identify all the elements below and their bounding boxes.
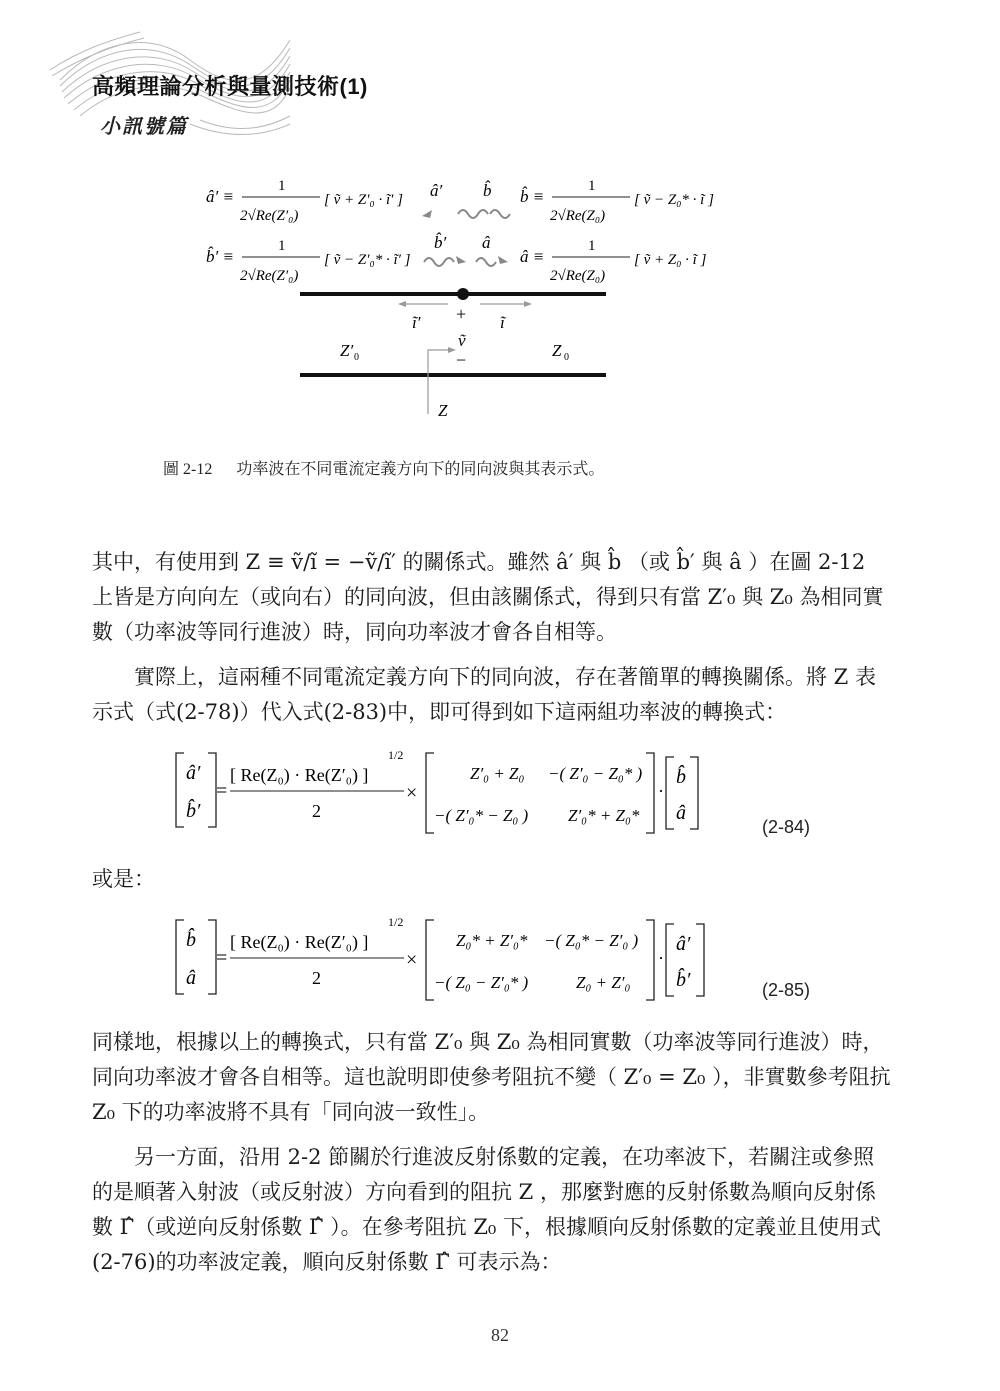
eq85-rhs-bottom: b̂′ (676, 969, 691, 991)
eq84-exponent: 1/2 (388, 748, 404, 762)
figure-caption-text: 功率波在不同電流定義方向下的同向波與其表示式。 (236, 461, 605, 478)
wave-left-b (490, 210, 510, 218)
paragraph-2: 實際上，這兩種不同電流定義方向下的同向波，存在著簡單的轉換關係。將 Z 表示式（式(2-78)）代入式(2-83)中，即可得到如下這兩組功率波的轉換式： (92, 665, 876, 724)
figure-2-12 (190, 170, 750, 430)
label-v-tilde: ṽ (458, 331, 466, 350)
eq-tl-bracket: [ ṽ + Z′₀ · ĩ′ ] (324, 192, 403, 208)
label-b-hat-prime-bottom: b̂′ (434, 233, 447, 252)
label-plus: + (456, 304, 467, 324)
eq84-m22: Z′₀* + Z₀* (568, 806, 640, 825)
figure-diagram (190, 170, 750, 430)
eq-tr-bracket: [ ṽ − Z₀* · ĩ ] (634, 192, 714, 208)
book-subtitle: 小訊號篇 (100, 116, 188, 138)
eq84-prefactor-num: [ Re(Z₀) · Re(Z′₀) ] (230, 765, 369, 785)
label-z-axis: Z (438, 401, 448, 420)
eq85-m11: Z₀* + Z′₀* (456, 931, 528, 950)
eq85-prefactor-den: 2 (312, 968, 321, 988)
math-symbol: × (406, 782, 418, 804)
eq-bl-bracket: [ ṽ − Z′₀* · ĩ′ ] (324, 252, 411, 268)
paragraph-5: 另一方面，沿用 2-2 節關於行進波反射係數的定義，在功率波下，若關注或參照的是順著入射波（或反射波）方向看到的阻抗 Z ，那麼對應的反射係數為順向反射係數 Γ̂（或逆向反射係數 Γ̂ ）。在參考阻抗 Z₀ 下，根據順向反射係數的定義並且使用式(2-76)的功率波定義，順向反射係數 Γ̂ 可表示為： (92, 1145, 882, 1274)
eq-br-den: 2√Re(Z₀) (550, 268, 606, 284)
eq84-rhs-top: b̂ (676, 766, 686, 788)
paragraph-3: 或是： (92, 867, 155, 891)
label-minus: − (456, 350, 467, 370)
eq85-m12: −( Z₀* − Z′₀ ) (544, 931, 639, 950)
eq-tl-num: 1 (278, 178, 286, 194)
eq85-rhs-top: â′ (676, 933, 691, 955)
label-z0-prime-sub: 0 (354, 352, 359, 363)
math-symbol: × (406, 949, 418, 971)
label-z0-prime: Z′ (340, 341, 354, 360)
eq84-rhs-bottom: â (676, 802, 686, 824)
label-i-tilde: ĩ (500, 313, 505, 332)
eq84-m21: −( Z′₀* − Z₀ ) (434, 806, 529, 825)
eq84-lhs-bottom: b̂′ (186, 800, 201, 822)
equation-2-84 (172, 745, 712, 845)
paragraph-4: 同樣地，根據以上的轉換式，只有當 Z′₀ 與 Z₀ 為相同實數（功率波等同行進波）時，同向功率波才會各自相等。這也說明即使參考阻抗不變（ Z′₀ = Z₀ ），非實數參考阻抗 Z₀ 下的功率波將不具有「同向波一致性」。 (92, 1030, 891, 1124)
book-title: 高頻理論分析與量測技術(1) (92, 74, 368, 99)
label-z0-sub: 0 (564, 352, 569, 363)
figure-caption (163, 456, 604, 479)
label-a-hat-bottom: â (482, 233, 491, 252)
eq85-m22: Z₀ + Z′₀ (576, 973, 631, 992)
eq85-lhs-top: b̂ (186, 929, 196, 951)
eq84-m11: Z′₀ + Z₀ (470, 764, 525, 783)
equation-2-85 (172, 912, 712, 1012)
wave-right-b-prime (424, 258, 454, 266)
eq-br-num: 1 (588, 238, 596, 254)
eq84-m12: −( Z′₀ − Z₀* ) (548, 764, 643, 783)
eq-br-bracket: [ ṽ + Z₀ · ĩ ] (634, 252, 707, 268)
label-z0: Z (552, 341, 562, 360)
math-symbol: · (658, 948, 664, 968)
equation-2-84-number: (2-84) (762, 817, 811, 837)
eq85-exponent: 1/2 (388, 915, 404, 929)
page-number: 82 (491, 1325, 509, 1345)
arrowhead-right-1 (456, 256, 466, 264)
arrowhead-right-2 (498, 256, 508, 264)
wave-left-a-prime (458, 210, 488, 218)
wave-right-a (476, 258, 496, 266)
eq-tl-lhs: â′ ≡ (206, 187, 234, 206)
eq-tl-den: 2√Re(Z′₀) (240, 208, 299, 224)
eq-br-lhs: â ≡ (520, 247, 545, 266)
label-a-hat-prime-top: â′ (430, 181, 443, 200)
label-i-tilde-prime: ĩ′ (412, 313, 421, 332)
eq85-m21: −( Z₀ − Z′₀* ) (434, 973, 529, 992)
eq84-prefactor-den: 2 (312, 801, 321, 821)
eq85-prefactor-num: [ Re(Z₀) · Re(Z′₀) ] (230, 932, 369, 952)
eq-tr-num: 1 (588, 178, 596, 194)
eq-tr-den: 2√Re(Z₀) (550, 208, 606, 224)
equation-2-85-number: (2-85) (762, 980, 811, 1000)
junction-node (457, 288, 469, 300)
eq-bl-den: 2√Re(Z′₀) (240, 268, 299, 284)
arrow-i (524, 301, 532, 307)
eq-tr-lhs: b̂ ≡ (520, 187, 545, 206)
arrow-i-prime (398, 301, 406, 307)
math-symbol: · (658, 781, 664, 801)
label-b-hat-top: b̂ (483, 181, 492, 200)
eq-bl-num: 1 (278, 238, 286, 254)
paragraph-1: 其中，有使用到 Z ≡ ṽ/ĩ = −ṽ/ĩ′ 的關係式。雖然 â′ 與 b̂ （或 b̂′ 與 â ）在圖 2-12 上皆是方向向左（或向右）的同向波，但由該關係式，得到只有當 Z′₀ 與 Z₀ 為相同實數（功率波等同行進波）時，同向功率波才會各自相等。 (92, 550, 884, 644)
math-symbol: = (216, 780, 228, 802)
arrowhead-left-1 (422, 210, 432, 218)
eq84-lhs-top: â′ (186, 762, 201, 784)
math-symbol: = (216, 947, 228, 969)
eq-bl-lhs: b̂′ ≡ (206, 247, 234, 266)
eq85-lhs-bottom: â (186, 967, 196, 989)
figure-caption-number: 圖 2-12 (163, 461, 213, 478)
